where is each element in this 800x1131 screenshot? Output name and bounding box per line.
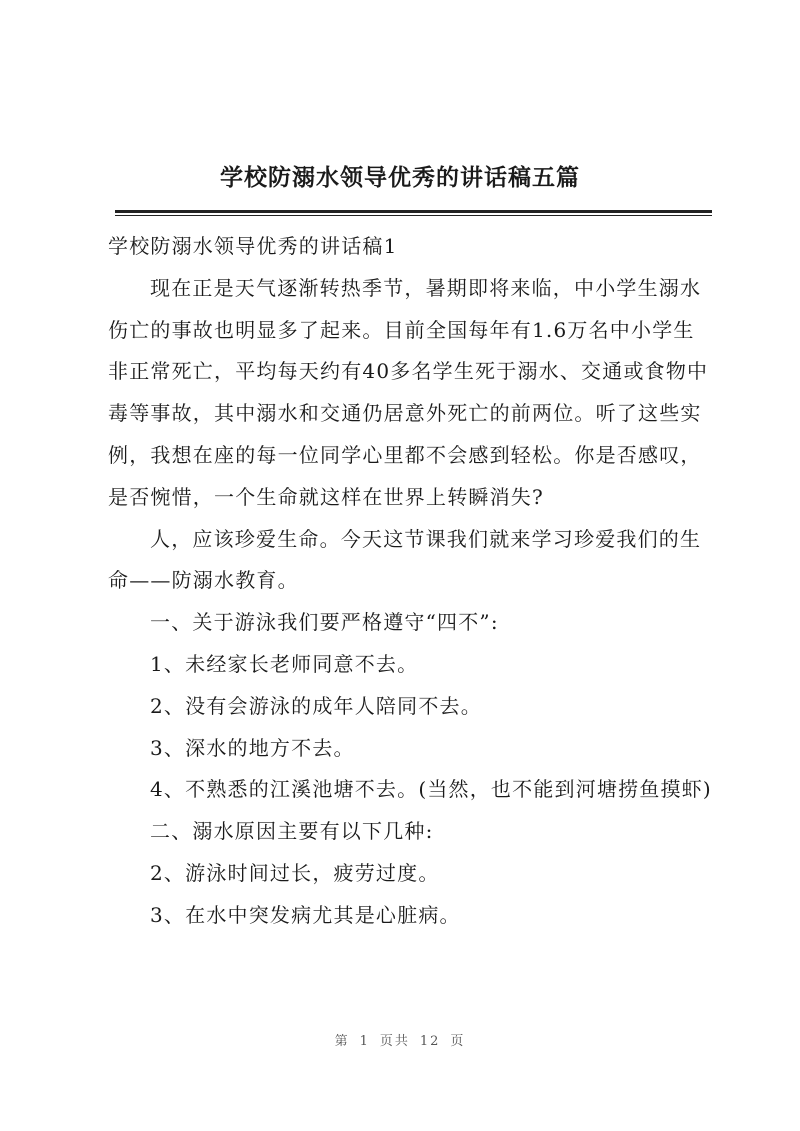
list-item: 3、在水中突发病尤其是心脏病。	[150, 902, 461, 927]
document-title: 学校防溺水领导优秀的讲话稿五篇	[220, 164, 580, 191]
body-paragraph: 一、关于游泳我们要严格遵守“四不”:	[150, 610, 499, 635]
list-item: 2、游泳时间过长，疲劳过度。	[150, 860, 440, 885]
body-paragraph: 人，应该珍爱生命。今天这节课我们就来学习珍爱我们的生命——防溺水教育。	[108, 526, 702, 593]
page-footer	[0, 1030, 800, 1049]
body-paragraph: 现在正是天气逐渐转热季节，暑期即将来临，中小学生溺水伤亡的事故也明显多了起来。目前全国每年有1.6万名中小学生非正常死亡，平均每天约有40多名学生死于溺水、交通或食物中毒等事故，其中溺水和交通仍居意外死亡的前两位。听了这些实例，我想在座的每一位同学心里都不会感到轻松。你是否感叹，是否惋惜，一个生命就这样在世界上转瞬消失?	[108, 275, 709, 509]
list-item: 2、没有会游泳的成年人陪同不去。	[150, 693, 482, 718]
title-rule-thick	[115, 210, 712, 213]
document-body	[108, 226, 712, 937]
footer-current-page: 1	[359, 1034, 370, 1049]
title-rule-thin	[115, 215, 712, 216]
footer-total-pages: 12	[419, 1034, 441, 1049]
list-item: 3、深水的地方不去。	[150, 735, 355, 760]
footer-prefix: 第	[334, 1034, 350, 1049]
footer-middle: 页共	[379, 1034, 410, 1049]
list-item: 1、未经家长老师同意不去。	[150, 651, 419, 676]
list-item: 4、不熟悉的江溪池塘不去。(当然，也不能到河塘捞鱼摸虾)	[150, 777, 712, 802]
section-heading: 学校防溺水领导优秀的讲话稿1	[108, 234, 398, 258]
body-paragraph: 二、溺水原因主要有以下几种:	[150, 819, 434, 844]
footer-suffix: 页	[450, 1034, 466, 1049]
